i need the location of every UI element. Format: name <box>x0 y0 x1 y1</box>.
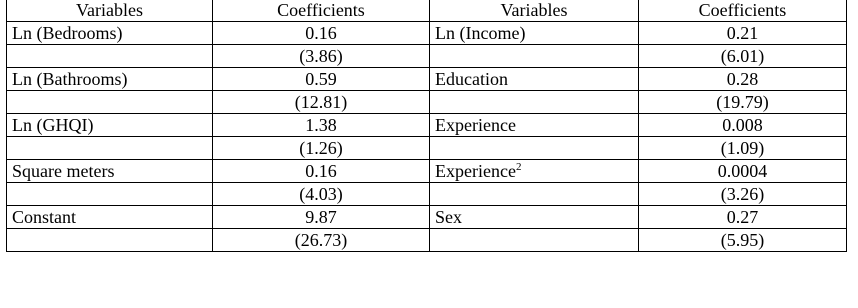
table-row <box>7 229 847 252</box>
t-statistic: (26.73) <box>213 229 430 252</box>
coefficient-value: 9.87 <box>213 206 430 229</box>
coefficients-table-container <box>6 0 847 252</box>
variable-name: Ln (Bathrooms) <box>7 68 213 91</box>
t-statistic: (3.86) <box>213 45 430 68</box>
header-coefficients-right: Coefficients <box>639 0 847 22</box>
variable-name: Sex <box>430 206 639 229</box>
variable-name <box>7 137 213 160</box>
exponent: 2 <box>515 161 522 173</box>
variable-name <box>7 183 213 206</box>
t-statistic: (5.95) <box>639 229 847 252</box>
t-statistic: (3.26) <box>639 183 847 206</box>
variable-name: Experience <box>430 114 639 137</box>
t-statistic: (12.81) <box>213 91 430 114</box>
coefficient-value: 0.0004 <box>639 160 847 183</box>
table-row <box>7 137 847 160</box>
variable-name <box>430 183 639 206</box>
table-row <box>7 91 847 114</box>
variable-name: Ln (Income) <box>430 22 639 45</box>
variable-name: Square meters <box>7 160 213 183</box>
variable-name <box>430 91 639 114</box>
variable-name <box>7 91 213 114</box>
t-statistic: (4.03) <box>213 183 430 206</box>
variable-name <box>7 229 213 252</box>
variable-name-with-exponent <box>430 160 639 183</box>
table-row <box>7 45 847 68</box>
table-row <box>7 160 847 183</box>
coefficient-value: 0.16 <box>213 160 430 183</box>
coefficient-value: 0.28 <box>639 68 847 91</box>
coefficient-value: 0.008 <box>639 114 847 137</box>
variable-name <box>430 229 639 252</box>
header-row <box>7 0 847 22</box>
variable-name: Ln (Bedrooms) <box>7 22 213 45</box>
header-variables-left: Variables <box>7 0 213 22</box>
table-row <box>7 114 847 137</box>
table-row <box>7 22 847 45</box>
coefficient-value: 1.38 <box>213 114 430 137</box>
coefficients-table <box>6 0 847 252</box>
header-variables-right: Variables <box>430 0 639 22</box>
coefficient-value: 0.59 <box>213 68 430 91</box>
coefficient-value: 0.21 <box>639 22 847 45</box>
variable-name <box>7 45 213 68</box>
variable-name: Ln (GHQI) <box>7 114 213 137</box>
variable-name: Experience <box>435 161 516 181</box>
coefficient-value: 0.27 <box>639 206 847 229</box>
t-statistic: (1.09) <box>639 137 847 160</box>
table-row <box>7 68 847 91</box>
coefficient-value: 0.16 <box>213 22 430 45</box>
table-row <box>7 206 847 229</box>
t-statistic: (6.01) <box>639 45 847 68</box>
t-statistic: (19.79) <box>639 91 847 114</box>
variable-name: Education <box>430 68 639 91</box>
variable-name: Constant <box>7 206 213 229</box>
t-statistic: (1.26) <box>213 137 430 160</box>
table-row <box>7 183 847 206</box>
variable-name <box>430 137 639 160</box>
header-coefficients-left: Coefficients <box>213 0 430 22</box>
variable-name <box>430 45 639 68</box>
